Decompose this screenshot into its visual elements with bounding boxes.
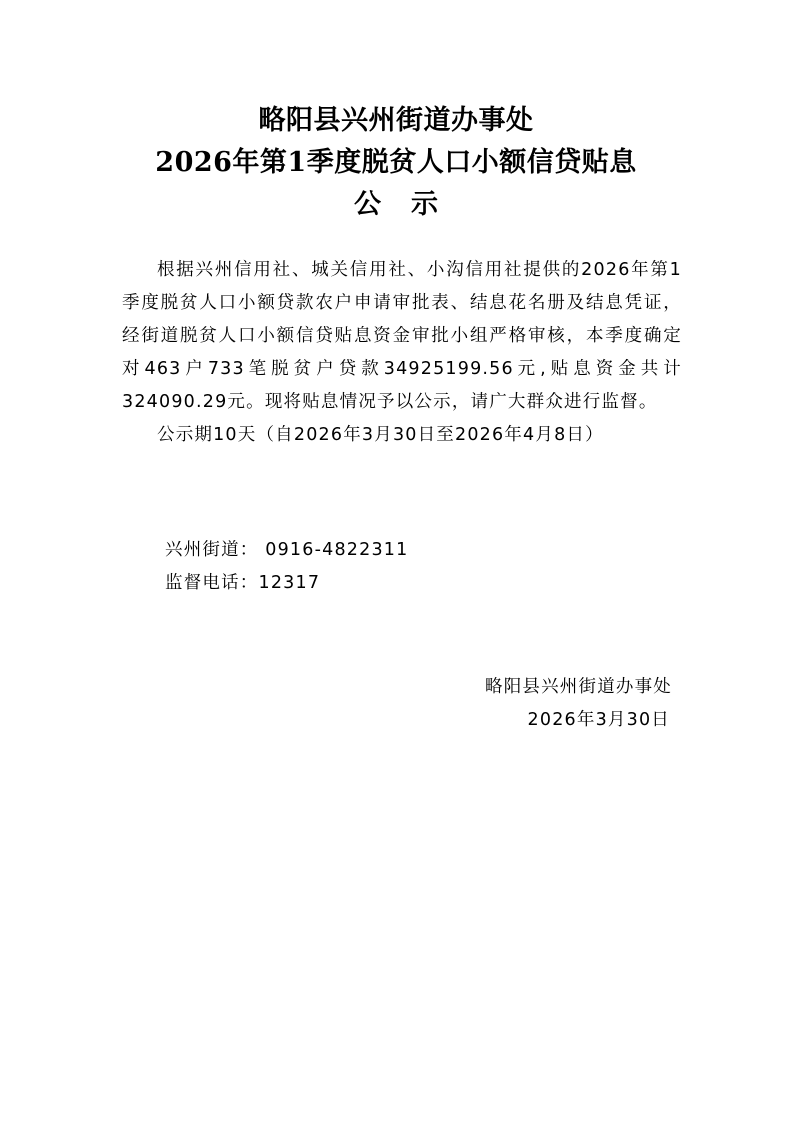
signature-date: 2026年3月30日 <box>527 710 670 730</box>
supervision-phone-number: 12317 <box>258 573 321 593</box>
title-line-notice: 公示 <box>354 189 468 220</box>
contact-info <box>165 534 408 600</box>
document-title <box>0 100 792 226</box>
signature-block <box>485 671 672 737</box>
street-phone-label: 兴州街道： <box>165 540 259 560</box>
title-line-org: 略阳县兴州街道办事处 <box>258 105 534 136</box>
supervision-phone-line <box>165 567 408 600</box>
document-body <box>122 254 682 452</box>
main-paragraph: 根据兴州信用社、城关信用社、小沟信用社提供的2026年第1季度脱贫人口小额贷款农户申请审批表、结息花名册及结息凭证，经街道脱贫人口小额信贷贴息资金审批小组严格审核，本季度确定对463户733笔脱贫户贷款34925199.56元,贴息资金共计324090.29元。现将贴息情况予以公示，请广大群众进行监督。 <box>122 260 682 412</box>
title-line-subject: 2026年第1季度脱贫人口小额信贷贴息 <box>155 147 637 178</box>
notice-period: 公示期10天（自2026年3月30日至2026年4月8日） <box>157 425 604 445</box>
signature-org: 略阳县兴州街道办事处 <box>485 677 672 697</box>
street-phone-number: 0916-4822311 <box>265 540 409 560</box>
street-phone-line <box>165 534 408 567</box>
supervision-phone-label: 监督电话： <box>165 573 259 593</box>
